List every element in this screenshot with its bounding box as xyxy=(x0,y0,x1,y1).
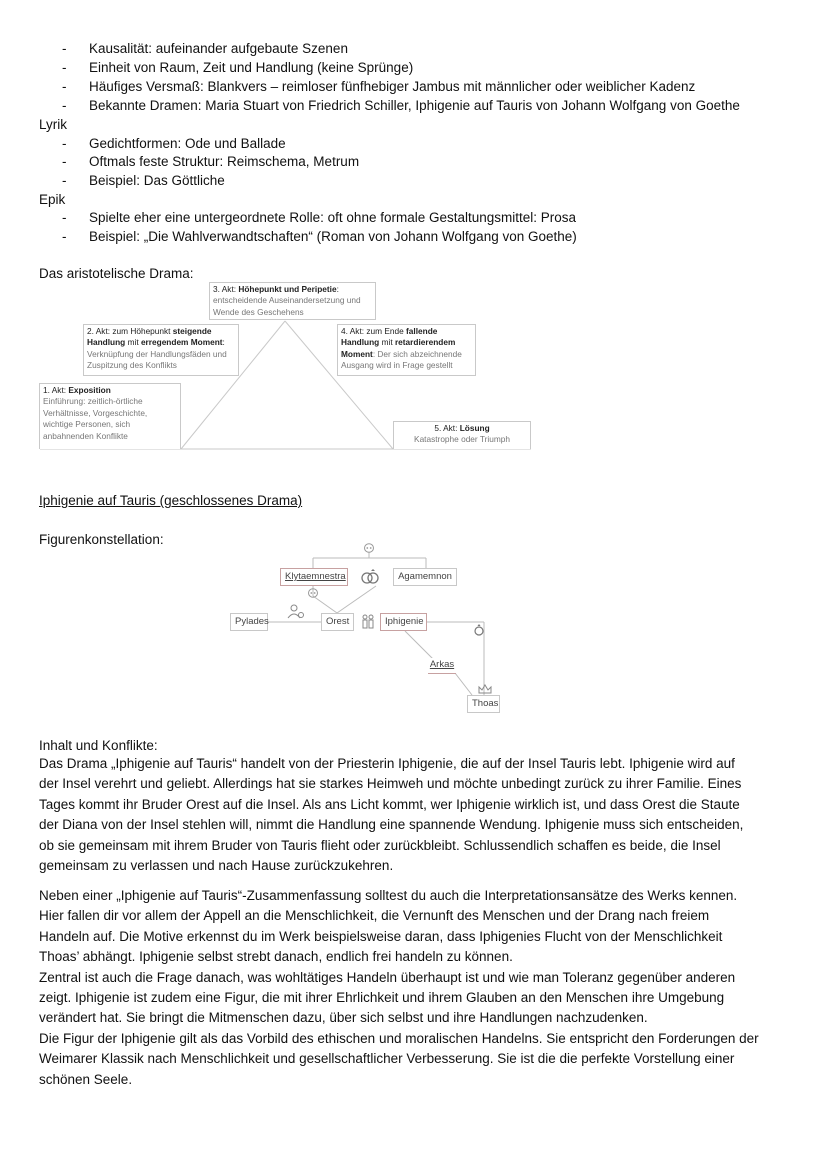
text-line: verändert hat. Sie bringt die Mitmenschen dazu, über sich selbst und ihre Handlungen nachzudenken. xyxy=(39,1010,648,1026)
text-line: schönen Seele. xyxy=(39,1071,133,1087)
section-title: Iphigenie auf Tauris (geschlossenes Drama) xyxy=(39,493,303,508)
text-line: Hier fallen dir vor allem der Appell an die Menschlichkeit, die Vernunft des Menschen und der Drang nach freiem xyxy=(39,908,710,924)
list-item: Häufiges Versmaß: Blankvers – reimloser fünfhebiger Jambus mit männlicher oder weiblicher Kadenz xyxy=(89,79,696,94)
list-item: Spielte eher eine untergeordnete Rolle: oft ohne formale Gestaltungsmittel: Prosa xyxy=(89,210,577,225)
lyrik-heading: Lyrik xyxy=(39,117,68,132)
skull-icon xyxy=(361,543,377,555)
text-line: der Insel verehrt und geliebt. Allerdings hat sie starkes Heimweh und möchte unbedingt zurück zu ihrer Familie. Eines xyxy=(39,776,742,792)
figure-orest: Orest xyxy=(321,613,354,631)
act2-box: 2. Akt: zum Höhepunkt steigende Handlung mit erregendem Moment: Verknüpfung der Handlungsfäden und Zuspitzung des Konflikts xyxy=(83,324,239,376)
text-line: Weimarer Klassik nach Menschlichkeit und gesellschaftlicher Verbesserung. Sie ist die die perfekte Vorstellung einer xyxy=(39,1051,735,1067)
text-line: gemeinsam zu verlassen und nach Hause zurückzukehren. xyxy=(39,858,394,874)
list-item: Gedichtformen: Ode und Ballade xyxy=(89,136,286,151)
list-dash: - xyxy=(62,60,67,75)
text-line: Zentral ist auch die Frage danach, was wohltätiges Handeln überhaupt ist und wie man Toleranz gegenüber anderen xyxy=(39,969,736,985)
person-icon xyxy=(287,604,305,620)
list-dash: - xyxy=(62,79,67,94)
inhalt-paragraph-1 xyxy=(39,754,789,876)
act4-box: 4. Akt: zum Ende fallende Handlung mit retardierendem Moment: Der sich abzeichnende Ausgang wird in Frage gestellt xyxy=(337,324,476,376)
list-dash: - xyxy=(62,98,67,113)
list-dash: - xyxy=(62,173,67,188)
act3-box: 3. Akt: Höhepunkt und Peripetie: entscheidende Auseinandersetzung und Wende des Geschehens xyxy=(209,282,376,320)
rings-icon xyxy=(359,569,381,585)
list-item: Beispiel: Das Göttliche xyxy=(89,173,225,188)
text-line: Die Figur der Iphigenie gilt als das Vorbild des ethischen und moralischen Handelns. Sie entspricht den Forderungen der xyxy=(39,1030,759,1046)
list-dash: - xyxy=(62,154,67,169)
ring-icon xyxy=(473,623,485,637)
list-item: Kausalität: aufeinander aufgebaute Szenen xyxy=(89,41,348,56)
epik-heading: Epik xyxy=(39,192,66,207)
text-line: ob sie gemeinsam mit ihrem Bruder von Tauris flieht oder zurückbleibt. Schlussendlich schaffen es beide, die Insel xyxy=(39,837,721,853)
text-line: Das Drama „Iphigenie auf Tauris“ handelt von der Priesterin Iphigenie, die auf der Insel Tauris lebt. Iphigenie wird auf xyxy=(39,756,735,771)
inhalt-paragraph-2 xyxy=(39,886,789,1090)
figure-arkas: Arkas xyxy=(428,658,456,674)
list-dash: - xyxy=(62,136,67,151)
list-dash: - xyxy=(62,41,67,56)
skull-icon xyxy=(305,588,321,600)
text-line: Handeln auf. Die Motive erkennst du im Werk beispielsweise daran, dass Iphigenies Flucht von der Menschlichkeit xyxy=(39,928,723,944)
text-line: der Diana von der Insel stehlen will, nimmt die Handlung eine spannende Wendung. Iphigenie muss sich entscheiden, xyxy=(39,817,744,833)
text-line: Thoas’ abhängt. Iphigenie selbst strebt danach, endlich frei handeln zu können. xyxy=(39,949,513,965)
figure-iphigenie: Iphigenie xyxy=(380,613,427,631)
list-dash: - xyxy=(62,210,67,225)
list-item: Oftmals feste Struktur: Reimschema, Metrum xyxy=(89,154,360,169)
siblings-icon xyxy=(361,614,375,630)
act5-box: 5. Akt: Lösung Katastrophe oder Triumph xyxy=(393,421,531,449)
text-line: zeigt. Iphigenie ist zudem eine Figur, die mit ihrer Ehrlichkeit und ihrem Glauben an den Menschen ihre Umgebung xyxy=(39,990,725,1006)
list-dash: - xyxy=(62,229,67,244)
figuren-title: Figurenkonstellation: xyxy=(39,532,164,547)
figure-agamemnon: Agamemnon xyxy=(393,568,457,586)
list-item: Einheit von Raum, Zeit und Handlung (keine Sprünge) xyxy=(89,60,414,75)
aristotle-title: Das aristotelische Drama: xyxy=(39,266,194,281)
act1-box: 1. Akt: Exposition Einführung: zeitlich-örtliche Verhältnisse, Vorgeschichte, wichtige Personen, sich anbahnenden Konflikte xyxy=(39,383,181,449)
crown-icon xyxy=(477,683,493,695)
figure-pylades: Pylades xyxy=(230,613,268,631)
inhalt-heading: Inhalt und Konflikte: xyxy=(39,738,158,753)
text-line: Tages kommt ihr Bruder Orest auf die Insel. Als ans Licht kommt, wer Iphigenie wirklich ist, und dass Orest die Staute xyxy=(39,796,740,812)
list-item: Bekannte Dramen: Maria Stuart von Friedrich Schiller, Iphigenie auf Tauris von Johann Wolfgang von Goethe xyxy=(89,98,740,113)
text-line: Neben einer „Iphigenie auf Tauris“-Zusammenfassung solltest du auch die Interpretationsansätze des Werks kennen. xyxy=(39,888,738,903)
figure-klytaemnestra: Klytaemnestra xyxy=(280,568,348,586)
figure-thoas: Thoas xyxy=(467,695,500,713)
list-item: Beispiel: „Die Wahlverwandtschaften“ (Roman von Johann Wolfgang von Goethe) xyxy=(89,229,577,244)
